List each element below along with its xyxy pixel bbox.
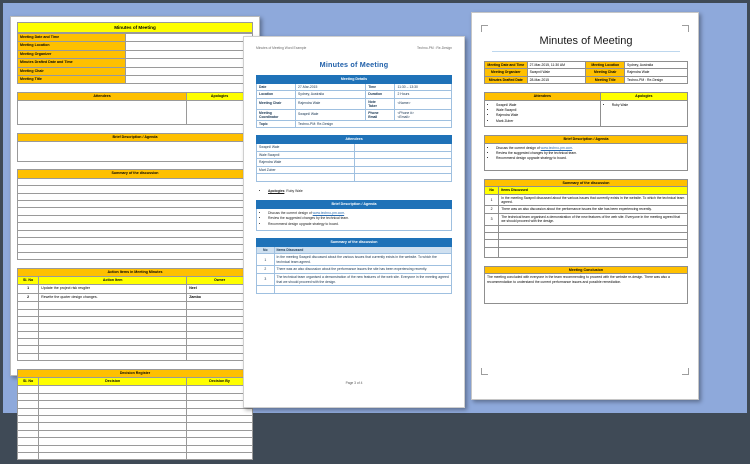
table-row <box>485 225 688 232</box>
conclusion-header: Meeting Conclusion <box>485 266 688 273</box>
attendees-table <box>256 135 452 182</box>
spacer <box>484 171 688 179</box>
left-sheet <box>11 17 259 464</box>
list-item: • Review the suggested changes by the technical team. <box>496 151 685 156</box>
header-left-text: Minutes of Meeting Word Example <box>256 46 307 50</box>
col-header-items-discussed: Items Discussed <box>274 246 451 254</box>
attendee-name: Wale Swapnil <box>257 151 355 159</box>
attendees-header: Attendees <box>257 136 452 144</box>
table-row <box>257 254 452 266</box>
summary-row[interactable] <box>18 201 253 208</box>
brief-description-table <box>256 200 452 231</box>
field-value-input[interactable] <box>126 50 253 58</box>
label-meeting-coordinator: Meeting Coordinator <box>257 109 296 120</box>
table-row[interactable] <box>18 353 253 360</box>
right-page-body <box>472 13 698 399</box>
spacer <box>17 260 253 267</box>
decision-register-title: Decision Register <box>18 369 253 377</box>
field-label: Minutes Drafted Date and Time <box>18 59 126 67</box>
spacer <box>17 361 253 368</box>
cell-item <box>499 225 688 232</box>
summary-table <box>256 238 452 294</box>
cell-item <box>499 233 688 240</box>
apologies-cell <box>600 100 687 127</box>
title-divider <box>492 51 680 52</box>
apologies-label: Apologies <box>268 188 285 193</box>
table-row <box>257 174 452 182</box>
spacer <box>484 84 688 92</box>
table-row <box>257 266 452 274</box>
label-minutes-drafted-date: Minutes Drafted Date <box>485 76 528 83</box>
list-item: • Rajendra Wale <box>496 113 598 118</box>
page-footer: Page 3 of 4 <box>345 381 363 385</box>
cell-no: 2 <box>485 206 499 213</box>
cell-no <box>485 233 499 240</box>
meeting-info-table <box>484 61 688 84</box>
header-right-text: Techno-PM : Re-Design <box>417 46 452 50</box>
left-attendees-table <box>17 92 253 125</box>
table-row <box>257 120 452 128</box>
screenshot-canvas <box>3 3 747 413</box>
field-value-input[interactable] <box>126 67 253 75</box>
cell-no: 1 <box>485 194 499 206</box>
middle-page-body <box>244 37 464 407</box>
value-location: Sydney, Australia <box>296 91 366 99</box>
value-meeting-chair: Rajendra Wale <box>296 98 366 109</box>
crop-mark-top-right-icon <box>682 25 689 32</box>
table-row <box>485 76 688 83</box>
list-item: • Wale Swapnil <box>496 108 598 113</box>
attendee-name: Rajendra Wale <box>257 159 355 167</box>
table-row <box>257 274 452 286</box>
spacer <box>17 162 253 169</box>
col-header-slno: Sl. No <box>18 378 39 386</box>
value-note-taker: <Name> <box>395 98 452 109</box>
cell-item: The technical team organised a demonstration of the new features of the web site. Everyone in the meeting agreed that we should proceed with the design. <box>274 274 451 286</box>
summary-row[interactable] <box>18 208 253 215</box>
summary-row[interactable] <box>18 215 253 222</box>
attendees-list <box>496 103 598 124</box>
table-row <box>257 91 452 99</box>
cell-item: In the meeting Swapnil discussed about the various issues that currently exists in the website. To which the technical team agreed. <box>274 254 451 266</box>
col-header-no: No <box>485 187 499 194</box>
table-row[interactable] <box>18 302 253 309</box>
col-header-slno: Sl. No <box>18 276 39 284</box>
label-meeting-date-time: Meeting Date and Time <box>485 62 528 69</box>
summary-row[interactable] <box>18 186 253 193</box>
brief-header: Brief Description / Agenda <box>485 136 688 143</box>
cell-no: 2 <box>257 266 275 274</box>
cell-item: There was an also discussion about the performance issues the site has been experiencing recently. <box>499 206 688 213</box>
table-row <box>485 233 688 240</box>
table-row[interactable] <box>18 285 253 293</box>
value-time: 11:30 – 13:30 <box>395 83 452 91</box>
field-label: Meeting Organizer <box>18 50 126 58</box>
label-meeting-chair: Meeting Chair <box>257 98 296 109</box>
left-fields-table <box>17 33 253 84</box>
meeting-details-table <box>256 75 452 128</box>
field-value-input[interactable] <box>126 59 253 67</box>
table-row[interactable] <box>18 309 253 316</box>
table-row <box>485 240 688 247</box>
attendees-apologies-table <box>484 92 688 127</box>
field-label: Meeting Chair <box>18 67 126 75</box>
attendee-name: Swapnil Wale <box>257 143 355 151</box>
label-location: Location <box>257 91 296 99</box>
summary-row[interactable] <box>18 245 253 252</box>
brief-header: Brief Description / Agenda <box>257 200 452 208</box>
cell-item: There was an also discussion about the performance issues the site has been experiencing recently. <box>274 266 451 274</box>
table-row <box>257 98 452 109</box>
label-time: Time <box>366 83 395 91</box>
middle-page-title: Minutes of Meeting <box>319 60 389 69</box>
label-meeting-chair: Meeting Chair <box>586 69 625 76</box>
cell-no <box>485 240 499 247</box>
summary-header: Summary of the discussion <box>485 179 688 186</box>
label-topic: Topic <box>257 120 296 128</box>
brief-item: • Recommend design upgrade strategy to board. <box>268 222 449 227</box>
brief-input[interactable] <box>18 142 253 162</box>
cell-action-item: Update the project risk resgiter <box>39 285 187 293</box>
table-row[interactable] <box>18 324 253 331</box>
value-phone-email: <Phone #> <Email> <box>395 109 452 120</box>
right-document-word-page[interactable] <box>471 12 699 400</box>
col-header-decision-by: Decision By <box>187 378 253 386</box>
right-page-title: Minutes of Meeting <box>539 35 633 47</box>
attendees-cell <box>485 100 601 127</box>
left-title: Minutes of Meeting <box>18 23 253 33</box>
attendee-blank <box>354 159 452 167</box>
col-header-action-item: Action Item <box>39 276 187 284</box>
cell-no: 3 <box>485 213 499 225</box>
value-minutes-drafted-date: 28-Mar-2015 <box>527 76 586 83</box>
apologies-value: Ruby Wale <box>286 188 303 193</box>
crop-mark-top-left-icon <box>481 25 488 32</box>
cell-no: 1 <box>257 254 275 266</box>
middle-document-word-page[interactable] <box>243 36 465 408</box>
table-row[interactable] <box>18 316 253 323</box>
attendee-name: Mart Zuber <box>257 166 355 174</box>
action-items-title: Action Items in Meeting Minutes <box>18 268 253 276</box>
brief-item-text: Discuss the current design of <box>268 210 313 215</box>
brief-cell <box>485 143 688 170</box>
value-meeting-chair: Rajendra Wale <box>625 69 688 76</box>
col-header-owner: Owner <box>187 276 253 284</box>
attendees-header: Attendees <box>485 93 601 100</box>
table-row[interactable] <box>18 386 253 393</box>
summary-header: Summary of the discussion <box>257 239 452 247</box>
left-document-spreadsheet-template[interactable] <box>10 16 260 384</box>
attendees-header: Attendees <box>18 92 187 100</box>
list-item: • Ruby Wale <box>612 103 685 108</box>
table-row <box>257 286 452 294</box>
value-topic: Techno-PM: Re-Design <box>296 120 452 128</box>
table-row <box>485 206 688 213</box>
table-row <box>257 143 452 151</box>
table-row <box>257 83 452 91</box>
brief-header: Brief Description / Agenda <box>18 133 253 141</box>
summary-row[interactable] <box>18 193 253 200</box>
table-row[interactable] <box>18 293 253 301</box>
cell-slno: 2 <box>18 293 39 301</box>
table-row <box>485 69 688 76</box>
table-row <box>257 166 452 174</box>
summary-table <box>484 179 688 258</box>
col-header-no: No <box>257 246 275 254</box>
value-duration: 2 Hours <box>395 91 452 99</box>
cell-no <box>485 225 499 232</box>
attendee-blank <box>257 174 355 182</box>
left-action-items-table <box>17 268 253 362</box>
table-row[interactable] <box>18 416 253 423</box>
cell-owner: Neel <box>187 285 253 293</box>
spacer <box>484 127 688 135</box>
conclusion-table <box>484 266 688 304</box>
value-meeting-location: Sydney, Australia <box>625 62 688 69</box>
crop-mark-bottom-right-icon <box>682 368 689 375</box>
value-date: 27-Mar-2015 <box>296 83 366 91</box>
field-value-input[interactable] <box>126 76 253 84</box>
list-item: • Recommend design upgrade strategy to board. <box>496 156 685 161</box>
cell-item <box>274 286 451 294</box>
label-phone-email: Phone Email <box>366 109 395 120</box>
brief-item-text: Discuss the current design of <box>496 145 541 150</box>
cell-slno: 1 <box>18 285 39 293</box>
summary-header: Summary of the discussion <box>18 170 253 178</box>
summary-row[interactable] <box>18 230 253 237</box>
table-row <box>485 62 688 69</box>
cell-item: The technical team organised a demonstration of the new features of the web site. Everyone in the meeting agreed that we should proceed with the design. <box>499 213 688 225</box>
table-row <box>257 151 452 159</box>
col-header-items-discussed: Items Discussed <box>499 187 688 194</box>
label-meeting-organizer: Meeting Organizer <box>485 69 528 76</box>
cell-owner: Zambo <box>187 293 253 301</box>
table-row[interactable] <box>18 393 253 400</box>
table-row <box>485 213 688 225</box>
brief-body <box>257 208 452 231</box>
value-meeting-date-time: 27-Mar-2015, 11:30 AM <box>527 62 586 69</box>
table-row <box>485 194 688 206</box>
label-date: Date <box>257 83 296 91</box>
list-item: • Discuss the current design of www.techno-pm.com. <box>496 146 685 151</box>
cell-action-item: Rewrite the quoter design changes. <box>39 293 187 301</box>
summary-row[interactable] <box>18 252 253 259</box>
table-row <box>257 159 452 167</box>
field-label: Meeting Title <box>18 76 126 84</box>
summary-row[interactable] <box>18 223 253 230</box>
table-row[interactable] <box>18 339 253 346</box>
list-item: • Mark Zuber <box>496 119 598 124</box>
table-row[interactable] <box>18 452 253 459</box>
summary-row[interactable] <box>18 237 253 244</box>
table-row[interactable] <box>18 423 253 430</box>
conclusion-text: The meeting concluded with everyone in the team recommending to proceed with the website re-design. There was also a recommendation to understand the current performance issues and possible remediation. <box>485 274 688 304</box>
spacer <box>484 258 688 266</box>
brief-list <box>268 211 449 227</box>
list-item: • Swapnil Wale <box>496 103 598 108</box>
apologies-header: Apologies <box>187 92 253 100</box>
table-row[interactable] <box>18 430 253 437</box>
attendees-input[interactable] <box>18 101 187 125</box>
table-row <box>485 247 688 257</box>
summary-row[interactable] <box>18 178 253 185</box>
cell-item <box>499 247 688 257</box>
value-meeting-coordinator: Swapnil Wale <box>296 109 366 120</box>
table-row <box>257 109 452 120</box>
table-row[interactable] <box>18 401 253 408</box>
attendee-blank <box>354 143 452 151</box>
brief-item: • Discuss the current design of www.techno-pm.com. <box>268 211 449 216</box>
field-value-input[interactable] <box>126 42 253 50</box>
label-meeting-title: Meeting Title <box>586 76 625 83</box>
middle-page-header <box>256 46 452 50</box>
field-label: Meeting Location <box>18 42 126 50</box>
meeting-details-header: Meeting Details <box>257 76 452 84</box>
website-link[interactable]: www.techno-pm.com <box>540 145 573 150</box>
apologies-header: Apologies <box>600 93 687 100</box>
brief-list <box>496 146 685 162</box>
apologies-item: • Apologies: Ruby Wale <box>268 189 452 194</box>
table-row[interactable] <box>18 408 253 415</box>
value-meeting-organizer: Swapnil Wale <box>527 69 586 76</box>
spacer <box>17 125 253 132</box>
left-brief-table <box>17 133 253 162</box>
brief-description-table <box>484 135 688 171</box>
spacer <box>17 84 253 91</box>
cell-item <box>499 240 688 247</box>
table-row[interactable] <box>18 331 253 338</box>
attendee-blank <box>354 166 452 174</box>
value-meeting-title: Techno-PM : Re-Design <box>625 76 688 83</box>
col-header-decision: Decision <box>39 378 187 386</box>
label-duration: Duration <box>366 91 395 99</box>
cell-no: 3 <box>257 274 275 286</box>
cell-no <box>485 247 499 257</box>
attendee-blank <box>354 151 452 159</box>
left-summary-table <box>17 169 253 260</box>
crop-mark-bottom-left-icon <box>481 368 488 375</box>
table-row[interactable] <box>18 346 253 353</box>
label-meeting-location: Meeting Location <box>586 62 625 69</box>
attendee-blank <box>354 174 452 182</box>
left-title-table <box>17 22 253 33</box>
apologies-list <box>612 103 685 108</box>
cell-item: In the meeting Swapnil discussed about the various issues that currently exists in the website. To which the technical team agreed. <box>499 194 688 206</box>
table-row[interactable] <box>18 438 253 445</box>
left-decision-register-table <box>17 369 253 461</box>
website-link[interactable]: www.techno-pm.com <box>312 210 345 215</box>
field-label: Meeting Date and Time <box>18 34 126 42</box>
apologies-list <box>268 189 452 194</box>
cell-no <box>257 286 275 294</box>
label-note-taker: Note Taker <box>366 98 395 109</box>
field-value-input[interactable] <box>126 34 253 42</box>
table-row[interactable] <box>18 445 253 452</box>
brief-item: • Review the suggested changes by the technical team. <box>268 216 449 221</box>
